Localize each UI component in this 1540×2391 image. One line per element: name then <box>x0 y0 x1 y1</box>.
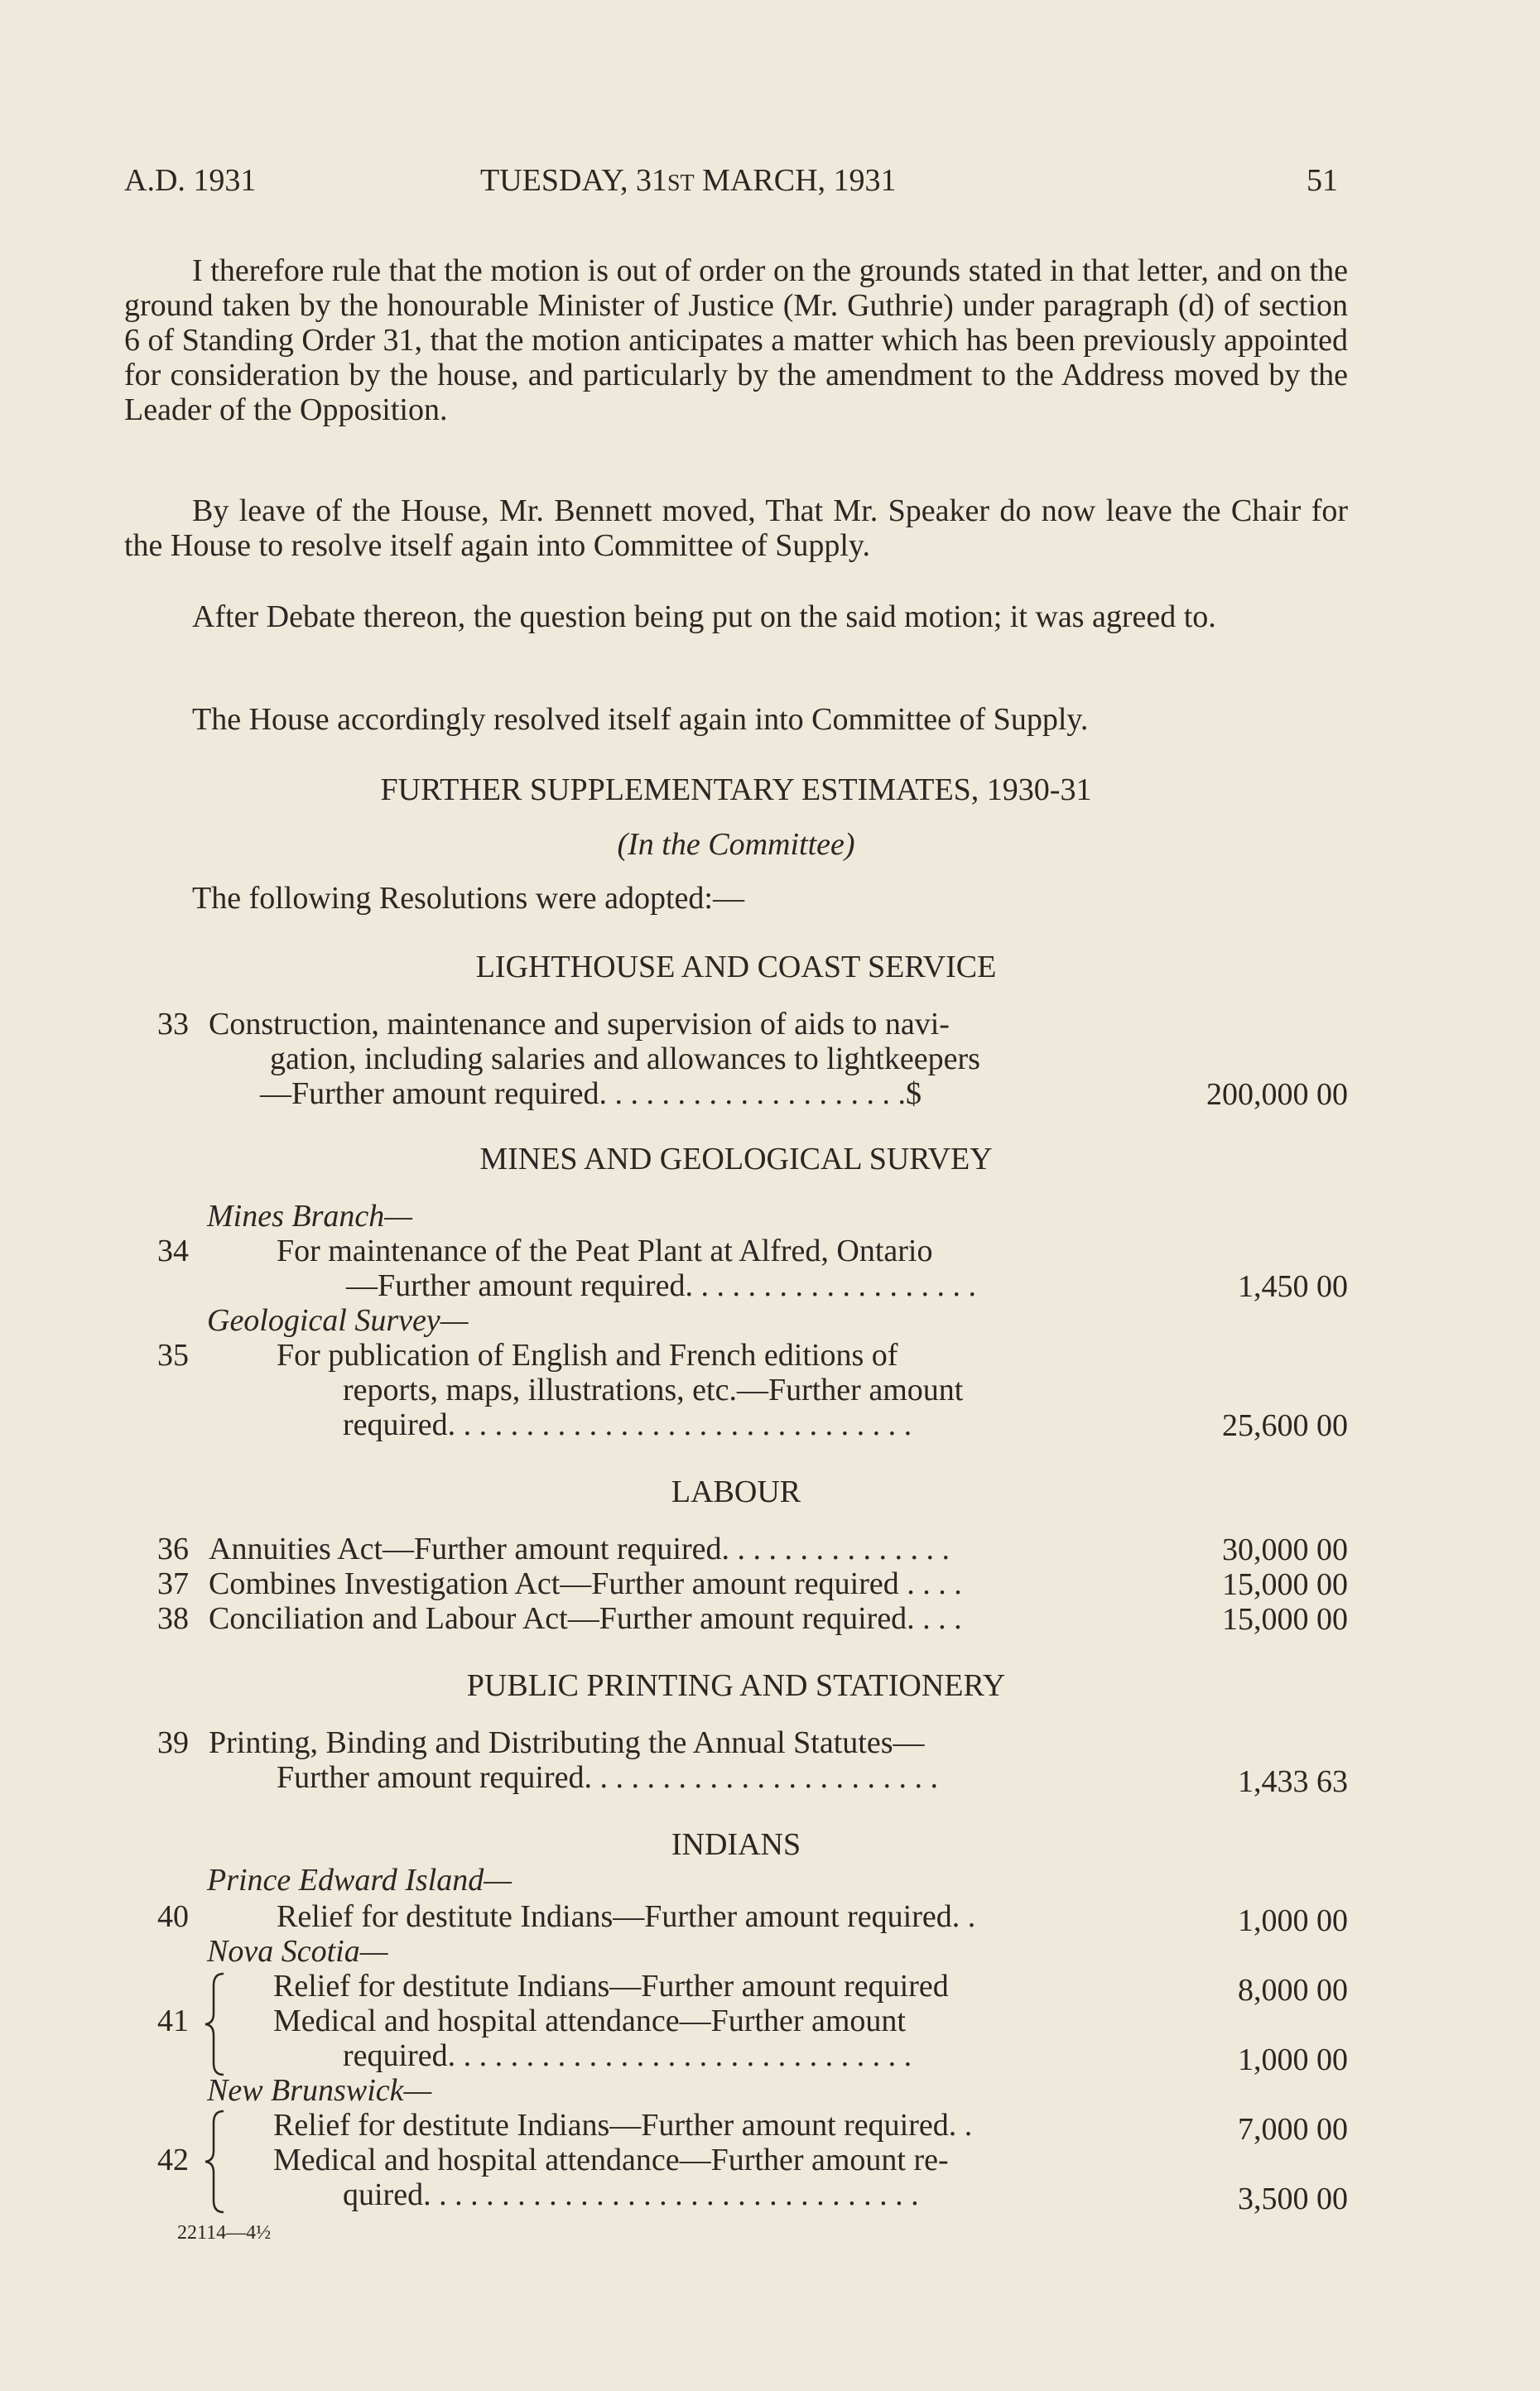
section-heading-lighthouse: LIGHTHOUSE AND COAST SERVICE <box>475 950 997 984</box>
item-number-33: 33 <box>157 1007 189 1042</box>
item-40-text: Relief for destitute Indians—Further amount required. . <box>277 1899 976 1934</box>
item-34-line-1: For maintenance of the Peat Plant at Alfred, Ontario <box>277 1234 933 1268</box>
estimates-subtitle: (In the Committee) <box>617 827 855 862</box>
item-36-text: Annuities Act—Further amount required. . . . . . . . . . . . . . . <box>209 1532 950 1566</box>
estimates-title: FURTHER SUPPLEMENTARY ESTIMATES, 1930-31 <box>380 772 1092 807</box>
subheading-nova-scotia: Nova Scotia— <box>207 1934 388 1969</box>
item-number-35: 35 <box>157 1338 189 1373</box>
paragraph-leave: By leave of the House, Mr. Bennett moved, That Mr. Speaker do now leave the Chair for the House to resolve itself again into Committee of Supply. <box>124 493 1348 563</box>
item-number-36: 36 <box>157 1532 189 1566</box>
item-number-37: 37 <box>157 1566 189 1601</box>
item-35-line-2: reports, maps, illustrations, etc.—Further amount <box>343 1373 964 1407</box>
header-year: A.D. 1931 <box>124 163 257 198</box>
subheading-geological-survey: Geological Survey— <box>207 1303 469 1338</box>
footer-code: 22114—4½ <box>177 2222 272 2244</box>
item-number-41: 41 <box>157 2004 189 2038</box>
item-42-line-a: Relief for destitute Indians—Further amount required. . <box>273 2108 973 2143</box>
header-date: TUESDAY, 31ST MARCH, 1931 <box>480 163 897 198</box>
brace-42-icon <box>202 2108 227 2215</box>
estimates-intro: The following Resolutions were adopted:— <box>192 881 744 916</box>
paragraph-committee: The House accordingly resolved itself again into Committee of Supply. <box>192 702 1089 737</box>
item-41-line-a: Relief for destitute Indians—Further amount required <box>273 1969 949 2004</box>
item-36-amount: 30,000 00 <box>1222 1532 1348 1567</box>
item-35-line-3: required. . . . . . . . . . . . . . . . . . . . . . . . . . . . . . <box>343 1407 912 1442</box>
item-38-text: Conciliation and Labour Act—Further amount required. . . . <box>209 1601 962 1636</box>
item-42-line-b1: Medical and hospital attendance—Further amount re- <box>273 2143 949 2177</box>
item-39-line-1: Printing, Binding and Distributing the Annual Statutes— <box>209 1725 925 1760</box>
item-41-amount-a: 8,000 00 <box>1238 1973 1348 2008</box>
item-35-amount: 25,600 00 <box>1222 1408 1348 1443</box>
item-number-42: 42 <box>157 2143 189 2177</box>
item-38-amount: 15,000 00 <box>1222 1602 1348 1637</box>
item-35-line-1: For publication of English and French editions of <box>277 1338 898 1373</box>
section-heading-mines: MINES AND GEOLOGICAL SURVEY <box>479 1142 993 1176</box>
item-33-line-2: gation, including salaries and allowances to lightkeepers <box>270 1042 980 1076</box>
item-40-amount: 1,000 00 <box>1238 1903 1348 1938</box>
item-42-line-b2: quired. . . . . . . . . . . . . . . . . . . . . . . . . . . . . . . . <box>343 2177 919 2212</box>
item-39-line-2: Further amount required. . . . . . . . . . . . . . . . . . . . . . . <box>277 1760 938 1795</box>
subheading-new-brunswick: New Brunswick— <box>207 2073 432 2108</box>
item-number-39: 39 <box>157 1725 189 1760</box>
item-33-line-3: —Further amount required. . . . . . . . . . . . . . . . . . . .$ <box>260 1076 922 1111</box>
item-41-line-b1: Medical and hospital attendance—Further amount <box>273 2004 906 2038</box>
paragraph-ruling: I therefore rule that the motion is out of order on the grounds stated in that letter, and on the ground taken by the honourable Minister of Justice (Mr. Guthrie) under paragraph (d) of section 6 of Standing Order 31, that the motion anticipates a matter which has been previously appointed for consideration by the house, and particularly by the amendment to the Address moved by the Leader of the Opposition. <box>124 253 1348 427</box>
item-41-amount-b: 1,000 00 <box>1238 2042 1348 2077</box>
header-page-number: 51 <box>1307 163 1338 198</box>
item-34-line-2: —Further amount required. . . . . . . . . . . . . . . . . . . <box>346 1268 976 1303</box>
subheading-mines-branch: Mines Branch— <box>207 1199 413 1234</box>
item-42-amount-a: 7,000 00 <box>1238 2112 1348 2147</box>
item-33-amount: 200,000 00 <box>1206 1077 1348 1112</box>
brace-41-icon <box>202 1970 227 2078</box>
item-number-34: 34 <box>157 1234 189 1268</box>
item-37-amount: 15,000 00 <box>1222 1567 1348 1602</box>
item-number-38: 38 <box>157 1601 189 1636</box>
section-heading-printing: PUBLIC PRINTING AND STATIONERY <box>466 1668 1006 1703</box>
item-41-line-b2: required. . . . . . . . . . . . . . . . . . . . . . . . . . . . . . <box>343 2038 912 2073</box>
section-heading-labour: LABOUR <box>671 1475 801 1509</box>
item-42-amount-b: 3,500 00 <box>1238 2182 1348 2216</box>
item-39-amount: 1,433 63 <box>1238 1764 1348 1799</box>
item-37-text: Combines Investigation Act—Further amount required . . . . <box>209 1566 962 1601</box>
item-number-40: 40 <box>157 1899 189 1934</box>
section-heading-indians: INDIANS <box>671 1827 801 1862</box>
item-34-amount: 1,450 00 <box>1238 1269 1348 1304</box>
paragraph-debate: After Debate thereon, the question being put on the said motion; it was agreed to. <box>192 599 1216 634</box>
subheading-pei: Prince Edward Island— <box>207 1863 513 1898</box>
item-33-line-1: Construction, maintenance and supervision of aids to navi- <box>209 1007 950 1042</box>
